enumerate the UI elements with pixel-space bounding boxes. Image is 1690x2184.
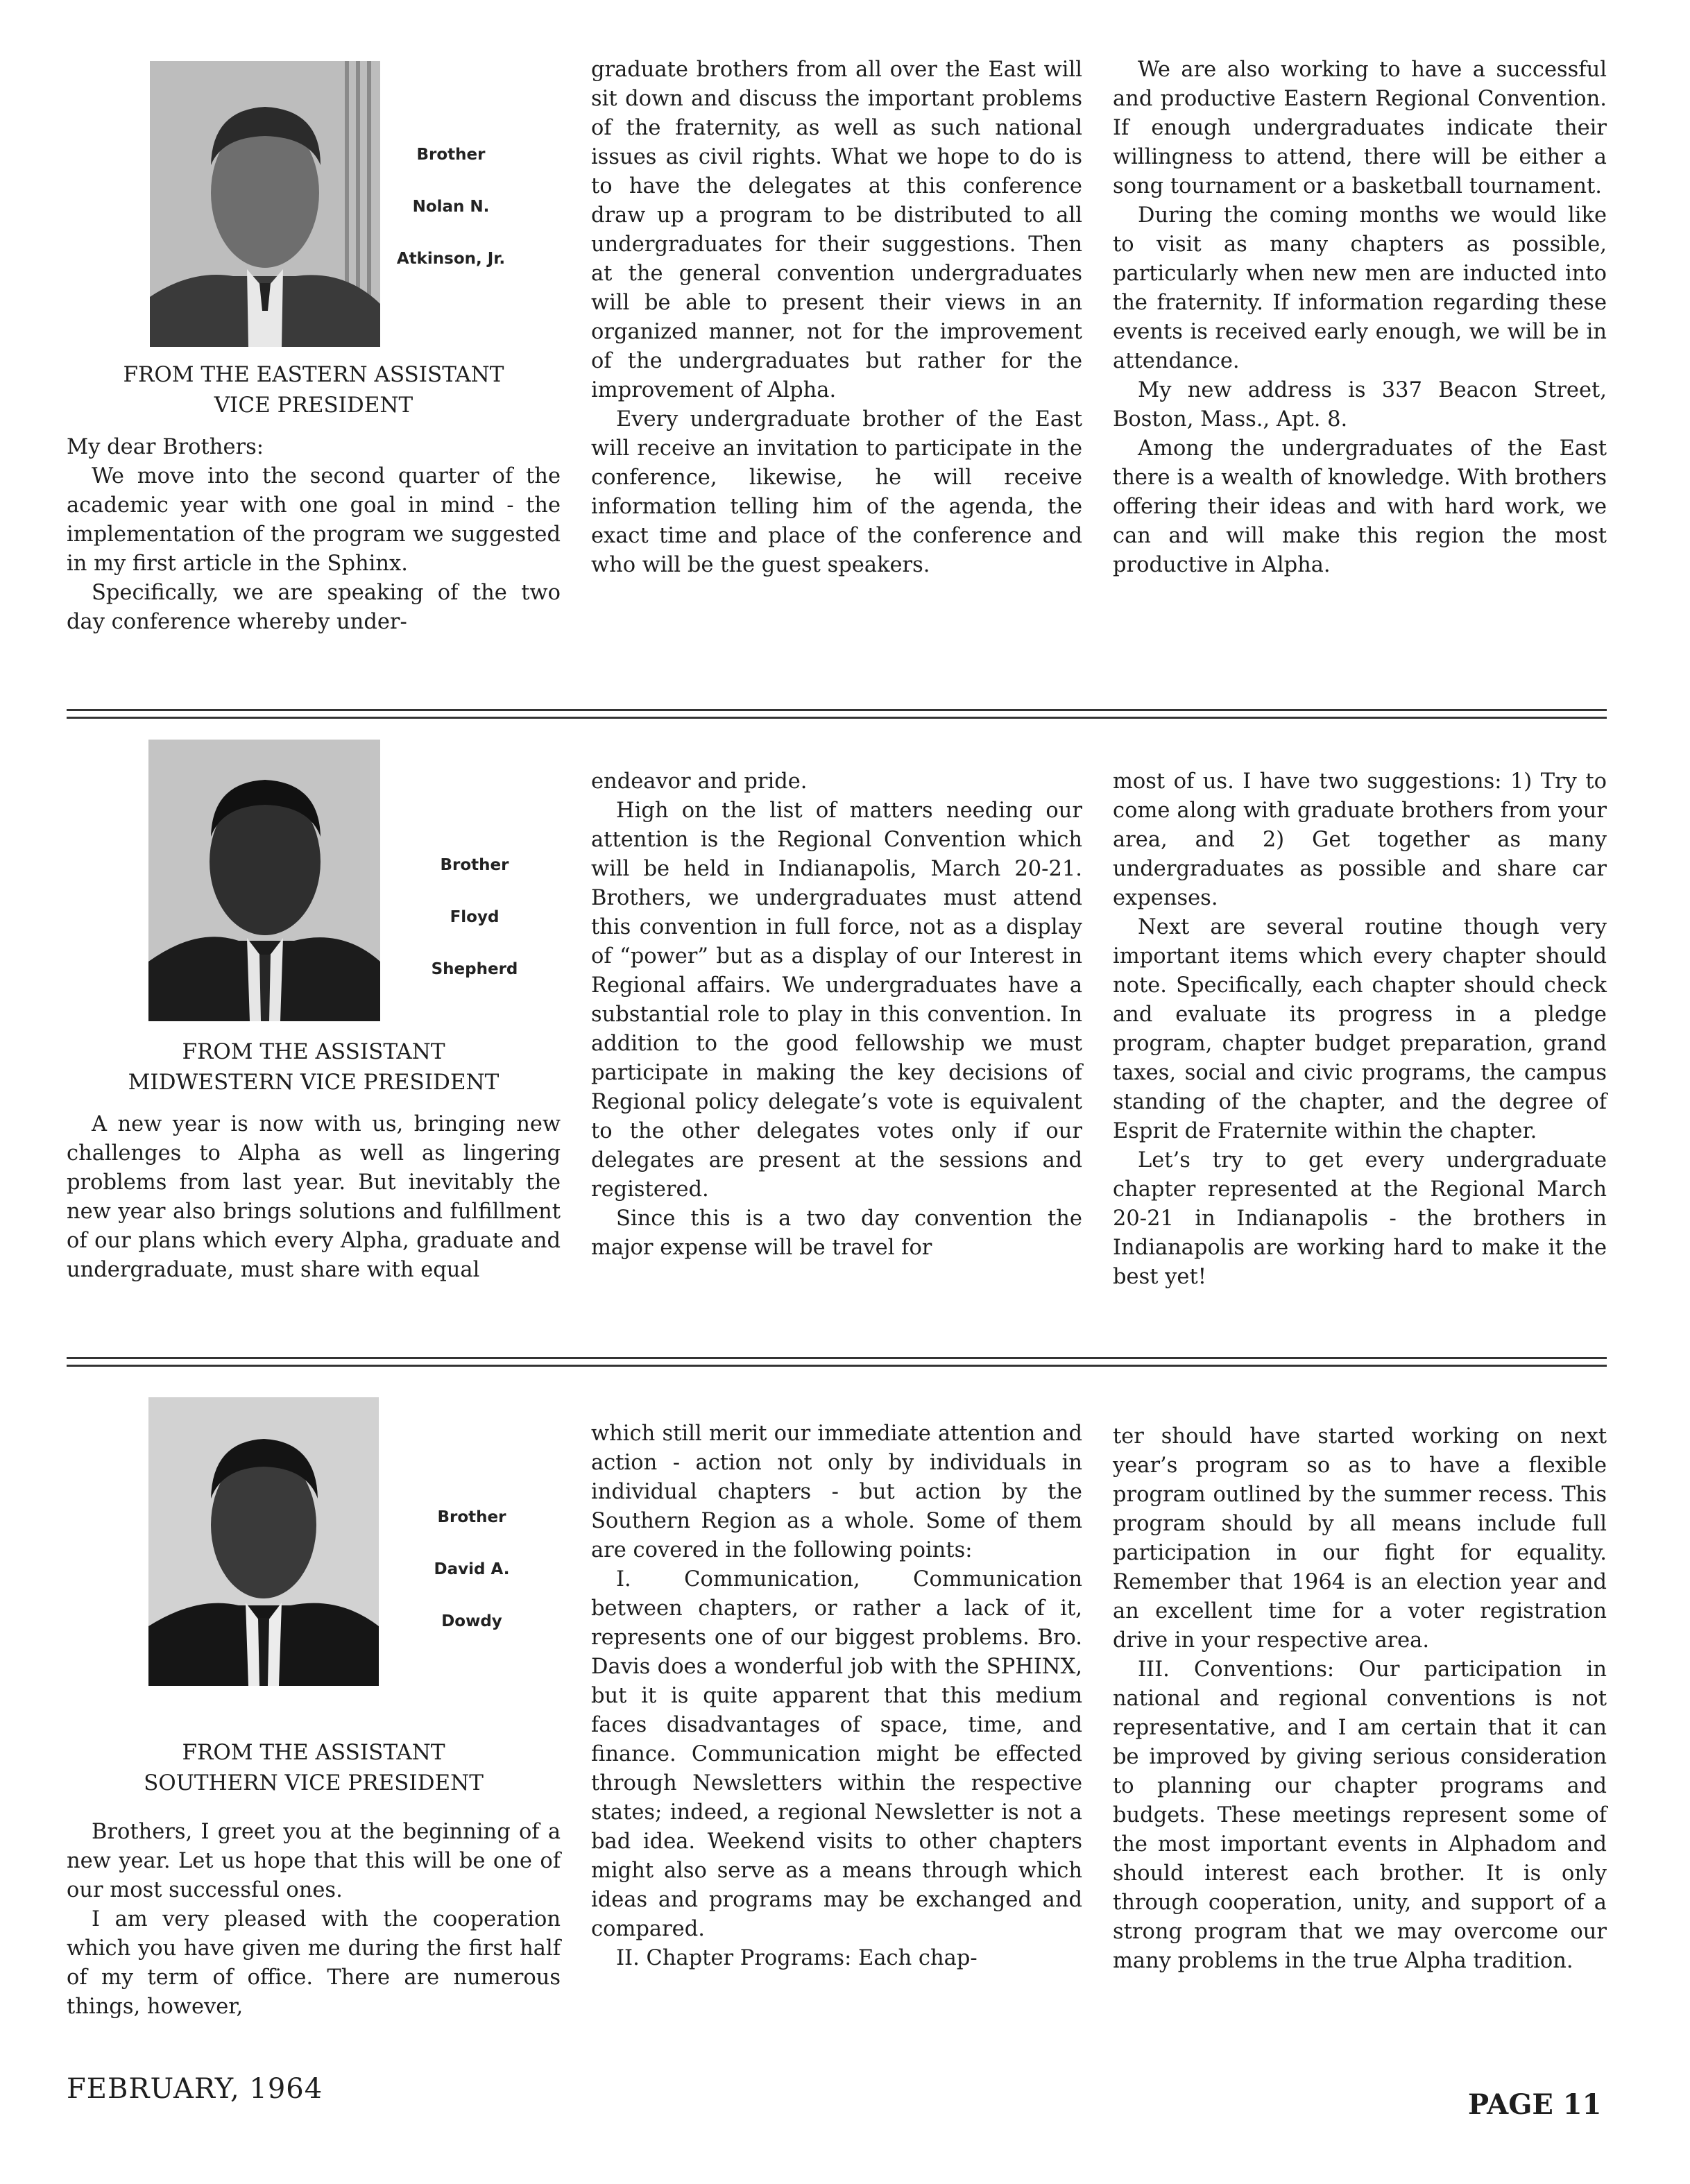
photo-caption [412, 839, 537, 996]
portrait-illustration [148, 740, 380, 1021]
paragraph: graduate brothers from all over the East will sit down and discuss the important problems of the fraternity, as well as such national issues as civil rights. What we hope to do is to have the delegates at this conference draw up a program to be distributed to all undergraduates for their suggestions. Then at the general convention undergraduates will be able to present their views in an organized manner, not for the improvement of the undergraduates but rather for the improvement of Alpha. [591, 58, 1082, 402]
article-column-3 [1113, 1422, 1607, 1976]
heading-line: FROM THE EASTERN ASSISTANT [123, 362, 504, 387]
paragraph: Among the undergraduates of the East there is a wealth of knowledge. With brothers offering their ideas and with hard work, we can and will make this region the most productive in Alpha. [1113, 436, 1607, 577]
caption-line: Brother [416, 146, 486, 164]
caption-line: Brother [437, 1508, 506, 1526]
caption-line: Floyd [450, 908, 500, 926]
paragraph: My new address is 337 Beacon Street, Boston, Mass., Apt. 8. [1113, 378, 1607, 432]
paragraph: which still merit our immediate attention and action - action not only by individuals in individual chapters - but action by the Southern Region as a whole. Some of them are covered in the following points: [591, 1422, 1082, 1562]
paragraph: Brothers, I greet you at the beginning of a new year. Let us hope that this will be one of our most successful ones. [67, 1820, 561, 1902]
caption-line: Atkinson, Jr. [396, 250, 506, 268]
portrait-photo [150, 61, 380, 347]
paragraph: III. Conventions: Our participation in national and regional conventions is not representative, and I am certain that it can be improved by giving serious consideration to planning our chapter programs and budgets. These meetings represent some of the most important events in Alphadom and should interest each brother. It is only through cooperation, unity, and support of a strong program that we may overcome our many problems in the true Alpha tradition. [1113, 1657, 1607, 1973]
article-column-2 [591, 56, 1082, 580]
article-column-2 [591, 1419, 1082, 1973]
heading-line: MIDWESTERN VICE PRESIDENT [128, 1070, 500, 1095]
article-column-1 [67, 1036, 561, 1285]
paragraph: most of us. I have two suggestions: 1) Try to come along with graduate brothers from your area, and 2) Get together as many undergraduates as possible and share car expenses. [1113, 769, 1607, 910]
paragraph: Every undergraduate brother of the East will receive an invitation to participate in the conference, likewise, he will receive information telling him of the agenda, the exact time and place of the conference and who will be the guest speakers. [591, 407, 1082, 577]
photo-caption [409, 1492, 534, 1648]
heading-line: FROM THE ASSISTANT [182, 1039, 445, 1064]
caption-line: Brother [440, 856, 509, 874]
caption-line: David A. [434, 1560, 510, 1578]
paragraph: endeavor and pride. [591, 769, 808, 794]
caption-line: Shepherd [431, 960, 518, 978]
article-heading [67, 1737, 561, 1798]
section-divider [67, 709, 1607, 719]
paragraph: I am very pleased with the cooperation which you have given me during the first half of my term of office. There are numerous things, however, [67, 1907, 561, 2019]
article-column-1 [67, 359, 561, 637]
paragraph: Next are several routine though very important items which every chapter should note. Specifically, each chapter should check and evaluate its progress in a pledge program, chapter budget preparation, grand taxes, social and civic programs, the campus standing of the chapter, and the degree of Esprit de Fraternite within the chapter. [1113, 915, 1607, 1143]
paragraph: We are also working to have a successful and productive Eastern Regional Convention. If enough undergraduates indicate their willingness to attend, there will be either a song tournament or a basketball tournament. [1113, 58, 1607, 198]
article-column-3 [1113, 767, 1607, 1292]
paragraph: We move into the second quarter of the academic year with one goal in mind - the implementation of the program we suggested in my first article in the Sphinx. [67, 464, 561, 576]
paragraph: Specifically, we are speaking of the two day conference whereby under- [67, 581, 561, 634]
article-column-1 [67, 1737, 561, 2022]
portrait-illustration [148, 1397, 379, 1686]
section-divider [67, 1357, 1607, 1367]
article-column-2 [591, 767, 1082, 1263]
heading-line: SOUTHERN VICE PRESIDENT [144, 1771, 484, 1795]
paragraph: I. Communication, Communication between chapters, or rather a lack of it, represents one of our biggest problems. Bro. Davis does a wonderful job with the SPHINX, but it is quite apparent that this medium faces disadvantages of space, time, and finance. Communication might be effected through Newsletters within the respective states; indeed, a regional Newsletter is not a bad idea. Weekend visits to other chapters might also serve as a means through which ideas and programs may be exchanged and compared. [591, 1567, 1082, 1941]
paragraph: High on the list of matters needing our attention is the Regional Convention which will be held in Indianapolis, March 20-21. Brothers, we undergraduates must attend this convention in full force, not as a display of “power” but as a display of our Interest in Regional affairs. We undergraduates have a substantial role to play in this convention. In addition to the good fellowship we must participate in making the key decisions of Regional policy delegate’s vote is equivalent to the other delegates votes only if our delegates are present at the sessions and registered. [591, 799, 1082, 1202]
paragraph: During the coming months we would like to visit as many chapters as possible, particularly when new men are inducted into the fraternity. If information regarding these events is received early enough, we will be in attendance. [1113, 203, 1607, 373]
article-heading [67, 359, 561, 420]
photo-caption [389, 129, 513, 285]
page-number: PAGE 11 [1468, 2088, 1602, 2121]
heading-line: FROM THE ASSISTANT [182, 1740, 445, 1765]
caption-line: Dowdy [441, 1612, 502, 1630]
portrait-illustration [150, 61, 380, 347]
heading-line: VICE PRESIDENT [214, 393, 413, 418]
portrait-photo [148, 1397, 379, 1686]
paragraph: A new year is now with us, bringing new challenges to Alpha as well as lingering problems from last year. But inevitably the new year also brings solutions and fulfillment of our plans which every Alpha, graduate and undergraduate, must share with equal [67, 1112, 561, 1282]
issue-date: FEBRUARY, 1964 [67, 2073, 323, 2105]
paragraph: II. Chapter Programs: Each chap- [616, 1946, 978, 1970]
article-heading [67, 1036, 561, 1098]
paragraph: Since this is a two day convention the major expense will be travel for [591, 1206, 1082, 1260]
salutation: My dear Brothers: [67, 435, 264, 459]
article-column-3 [1113, 56, 1607, 580]
paragraph: ter should have started working on next year’s program so as to have a flexible program outlined by the summer recess. This program should by all means include full participation in our fight for equality. Remember that 1964 is an election year and an excellent time for a voter registration drive in your respective area. [1113, 1424, 1607, 1653]
paragraph: Let’s try to get every undergraduate chapter represented at the Regional March 20-21 in Indianapolis - the brothers in Indianapolis are working hard to make it the best yet! [1113, 1148, 1607, 1289]
caption-line: Nolan N. [412, 198, 490, 216]
portrait-photo [148, 740, 380, 1021]
